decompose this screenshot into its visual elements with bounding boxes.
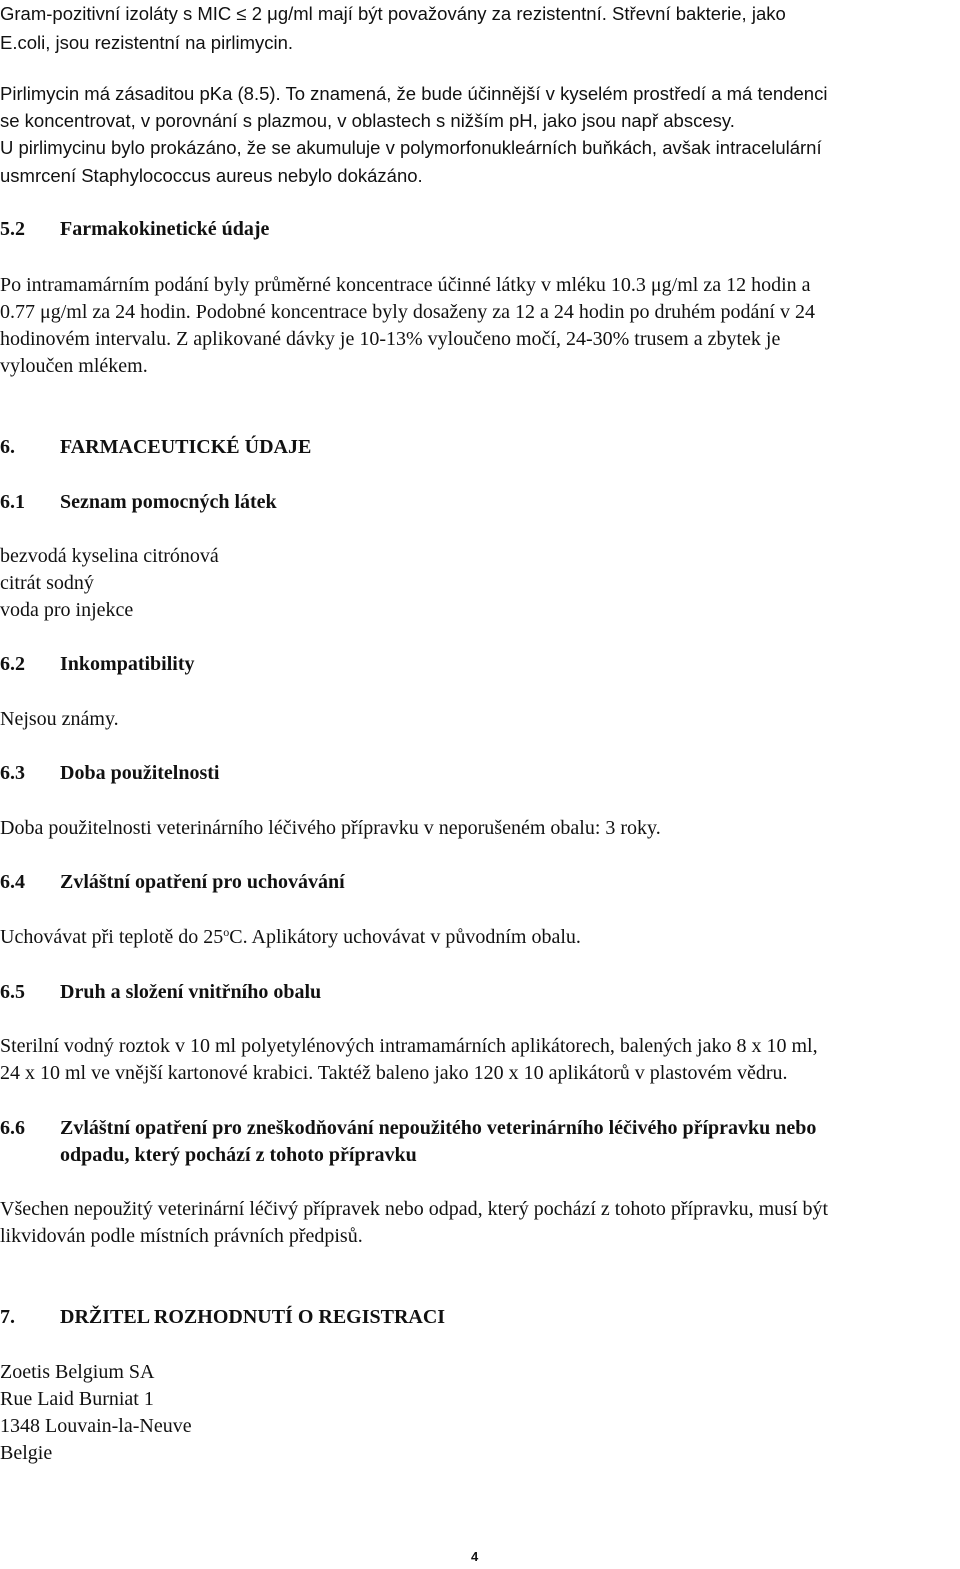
section-number: 6.1 [0, 491, 25, 513]
section-number: 6.3 [0, 762, 25, 784]
excipient-item: citrát sodný [0, 572, 94, 594]
section-number: 6. [0, 436, 15, 458]
section-6-1-heading [0, 489, 277, 516]
s65-line-1: Sterilní vodný roztok v 10 ml polyetylénových intramamárních aplikátorech, balených jako 8 x 10 ml, [0, 1035, 818, 1057]
address-line: Zoetis Belgium SA [0, 1361, 155, 1383]
excipient-item: bezvodá kyselina citrónová [0, 545, 219, 567]
section-title: Zvláštní opatření pro uchovávání [60, 871, 345, 893]
s52-line-1: Po intramamárním podání byly průměrné koncentrace účinné látky v mléku 10.3 μg/ml za 12 hodin a [0, 274, 811, 296]
s66-line-2: likvidován podle místních právních předpisů. [0, 1225, 363, 1247]
s52-line-3: hodinovém intervalu. Z aplikované dávky je 10-13% vyloučeno močí, 24-30% trusem a zbytek je [0, 328, 781, 350]
address-line: Rue Laid Burniat 1 [0, 1388, 154, 1410]
section-7-heading [0, 1304, 445, 1331]
s63-text: Doba použitelnosti veterinárního léčivého přípravku v neporušeném obalu: 3 roky. [0, 817, 661, 839]
section-number: 6.4 [0, 871, 25, 893]
section-number: 6.6 [0, 1117, 25, 1139]
s62-text: Nejsou známy. [0, 708, 119, 730]
section-number: 7. [0, 1306, 15, 1328]
section-6-2-heading [0, 651, 194, 678]
section-6-6-heading-cont: odpadu, který pochází z tohoto přípravku [60, 1144, 417, 1166]
degree-superscript: o [223, 925, 230, 939]
section-title: Druh a složení vnitřního obalu [60, 981, 322, 1003]
section-5-2-heading [0, 216, 269, 243]
s64-text-b: C. Aplikátory uchovávat v původním obalu. [229, 926, 581, 948]
section-title: Seznam pomocných látek [60, 491, 277, 513]
intro-line-5: U pirlimycinu bylo prokázáno, že se akumuluje v polymorfonukleárních buňkách, avšak intracelulární [0, 137, 822, 158]
section-6-5-heading [0, 979, 321, 1006]
section-number: 5.2 [0, 218, 25, 240]
section-title: DRŽITEL ROZHODNUTÍ O REGISTRACI [60, 1306, 446, 1328]
section-title: Zvláštní opatření pro zneškodňování nepoužitého veterinárního léčivého přípravku nebo [60, 1117, 817, 1139]
s65-line-2: 24 x 10 ml ve vnější kartonové krabici. Taktéž baleno jako 120 x 10 aplikátorů v plastovém vědru. [0, 1062, 788, 1084]
s52-line-2: 0.77 μg/ml za 24 hodin. Podobné koncentrace byly dosaženy za 12 a 24 hodin po druhém podání v 24 [0, 301, 815, 323]
intro-line-6: usmrcení Staphylococcus aureus nebylo dokázáno. [0, 165, 423, 186]
intro-line-1: Gram-pozitivní izoláty s MIC ≤ 2 μg/ml mají být považovány za rezistentní. Střevní bakterie, jako [0, 3, 786, 24]
address-line: 1348 Louvain-la-Neuve [0, 1415, 192, 1437]
section-6-3-heading [0, 760, 219, 787]
excipient-item: voda pro injekce [0, 599, 134, 621]
address-line: Belgie [0, 1442, 53, 1464]
section-title: Doba použitelnosti [60, 762, 220, 784]
section-number: 6.2 [0, 653, 25, 675]
intro-line-2: E.coli, jsou rezistentní na pirlimycin. [0, 32, 294, 53]
section-6-4-heading [0, 869, 345, 896]
intro-line-4: se koncentrovat, v porovnání s plazmou, v oblastech s nižším pH, jako jsou např abscesy. [0, 110, 735, 131]
s64-text [0, 924, 581, 951]
s52-line-4: vyloučen mlékem. [0, 355, 148, 377]
s66-line-1: Všechen nepoužitý veterinární léčivý přípravek nebo odpad, který pochází z tohoto přípravku, musí být [0, 1198, 829, 1220]
section-6-6-heading [0, 1115, 816, 1142]
s64-text-a: Uchovávat při teplotě do 25 [0, 926, 224, 948]
section-title: FARMACEUTICKÉ ÚDAJE [60, 436, 312, 458]
section-title: Farmakokinetické údaje [60, 218, 270, 240]
page-number: 4 [471, 1549, 479, 1564]
section-number: 6.5 [0, 981, 25, 1003]
intro-line-3: Pirlimycin má zásaditou pKa (8.5). To znamená, že bude účinnější v kyselém prostředí a má tendenci [0, 83, 828, 104]
section-6-heading [0, 434, 311, 461]
section-title: Inkompatibility [60, 653, 195, 675]
